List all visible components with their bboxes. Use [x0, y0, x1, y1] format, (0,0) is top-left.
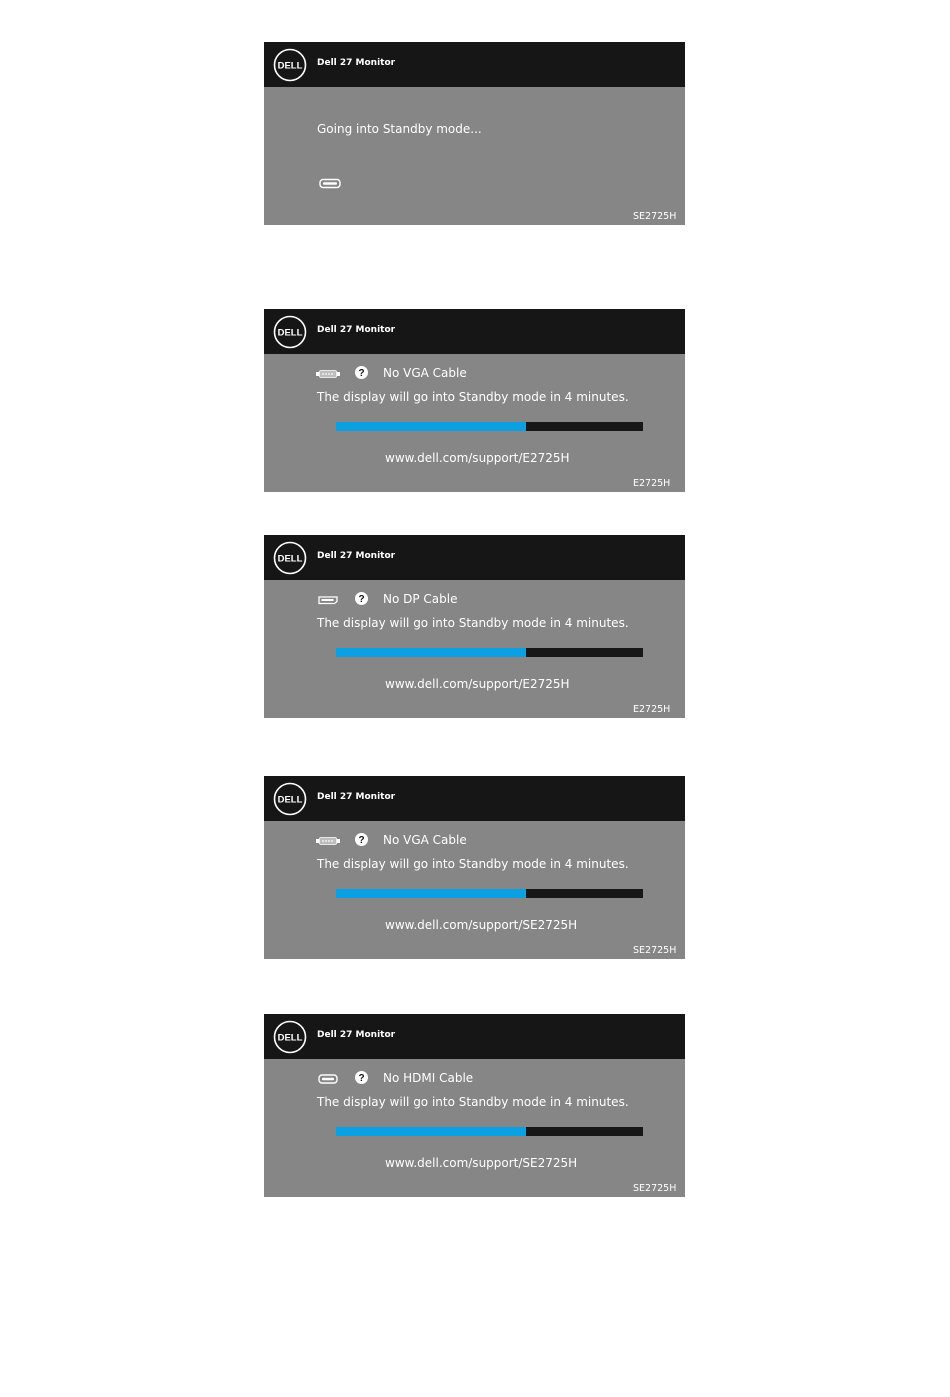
model-label: E2725H: [633, 704, 671, 715]
standby-progress-bar: [336, 889, 643, 898]
svg-text:?: ?: [358, 1073, 365, 1084]
header-title: Dell 27 Monitor: [317, 792, 396, 802]
support-url: www.dell.com/support/SE2725H: [385, 918, 578, 932]
osd-header: [264, 535, 685, 580]
header-title: Dell 27 Monitor: [317, 325, 396, 335]
svg-text:DELL: DELL: [277, 794, 303, 806]
osd-dialog-no-vga: [264, 309, 685, 492]
question-icon: [355, 833, 368, 846]
osd-dialog-no-dp: [264, 535, 685, 718]
cable-message: No HDMI Cable: [383, 1071, 474, 1085]
countdown-message: The display will go into Standby mode in 4 minutes.: [317, 390, 629, 404]
support-url: www.dell.com/support/E2725H: [385, 451, 570, 465]
osd-header: [264, 1014, 685, 1059]
svg-text:?: ?: [358, 368, 365, 379]
dell-logo-icon: [273, 1020, 307, 1054]
model-label: E2725H: [633, 478, 671, 489]
countdown-message: The display will go into Standby mode in 4 minutes.: [317, 857, 629, 871]
standby-progress-bar: [336, 422, 643, 431]
vga-cable-icon: [316, 368, 340, 380]
dell-logo-icon: [273, 782, 307, 816]
model-label: SE2725H: [633, 945, 677, 956]
standby-progress-bar: [336, 648, 643, 657]
countdown-message: The display will go into Standby mode in 4 minutes.: [317, 1095, 629, 1109]
osd-dialog-no-hdmi: [264, 1014, 685, 1197]
dell-logo-icon: [273, 48, 307, 82]
countdown-message: The display will go into Standby mode in 4 minutes.: [317, 616, 629, 630]
cable-message: No VGA Cable: [383, 366, 467, 380]
cable-message: No VGA Cable: [383, 833, 467, 847]
question-icon: [355, 592, 368, 605]
header-title: Dell 27 Monitor: [317, 58, 396, 68]
svg-text:DELL: DELL: [277, 327, 303, 339]
osd-header: [264, 776, 685, 821]
svg-text:DELL: DELL: [277, 60, 303, 72]
svg-text:DELL: DELL: [277, 553, 303, 565]
svg-text:DELL: DELL: [277, 1032, 303, 1044]
question-icon: [355, 366, 368, 379]
dell-logo-icon: [273, 541, 307, 575]
standby-progress-fill: [336, 1127, 526, 1136]
standby-progress-fill: [336, 422, 526, 431]
osd-dialog-no-vga: [264, 776, 685, 959]
model-label: SE2725H: [633, 211, 677, 222]
svg-text:?: ?: [358, 835, 365, 846]
hdmi-cable-icon: [316, 1073, 340, 1085]
header-title: Dell 27 Monitor: [317, 551, 396, 561]
question-icon: [355, 1071, 368, 1084]
osd-header: [264, 42, 685, 87]
standby-progress-bar: [336, 1127, 643, 1136]
support-url: www.dell.com/support/SE2725H: [385, 1156, 578, 1170]
cable-message: No DP Cable: [383, 592, 458, 606]
vga-cable-icon: [316, 835, 340, 847]
standby-progress-fill: [336, 648, 526, 657]
support-url: www.dell.com/support/E2725H: [385, 677, 570, 691]
model-label: SE2725H: [633, 1183, 677, 1194]
osd-header: [264, 309, 685, 354]
dell-logo-icon: [273, 315, 307, 349]
standby-message: Going into Standby mode...: [317, 122, 482, 136]
dp-cable-icon: [316, 594, 340, 606]
standby-progress-fill: [336, 889, 526, 898]
osd-dialog-standby: [264, 42, 685, 225]
header-title: Dell 27 Monitor: [317, 1030, 396, 1040]
svg-text:?: ?: [358, 594, 365, 605]
hdmi-port-icon: [319, 178, 341, 189]
